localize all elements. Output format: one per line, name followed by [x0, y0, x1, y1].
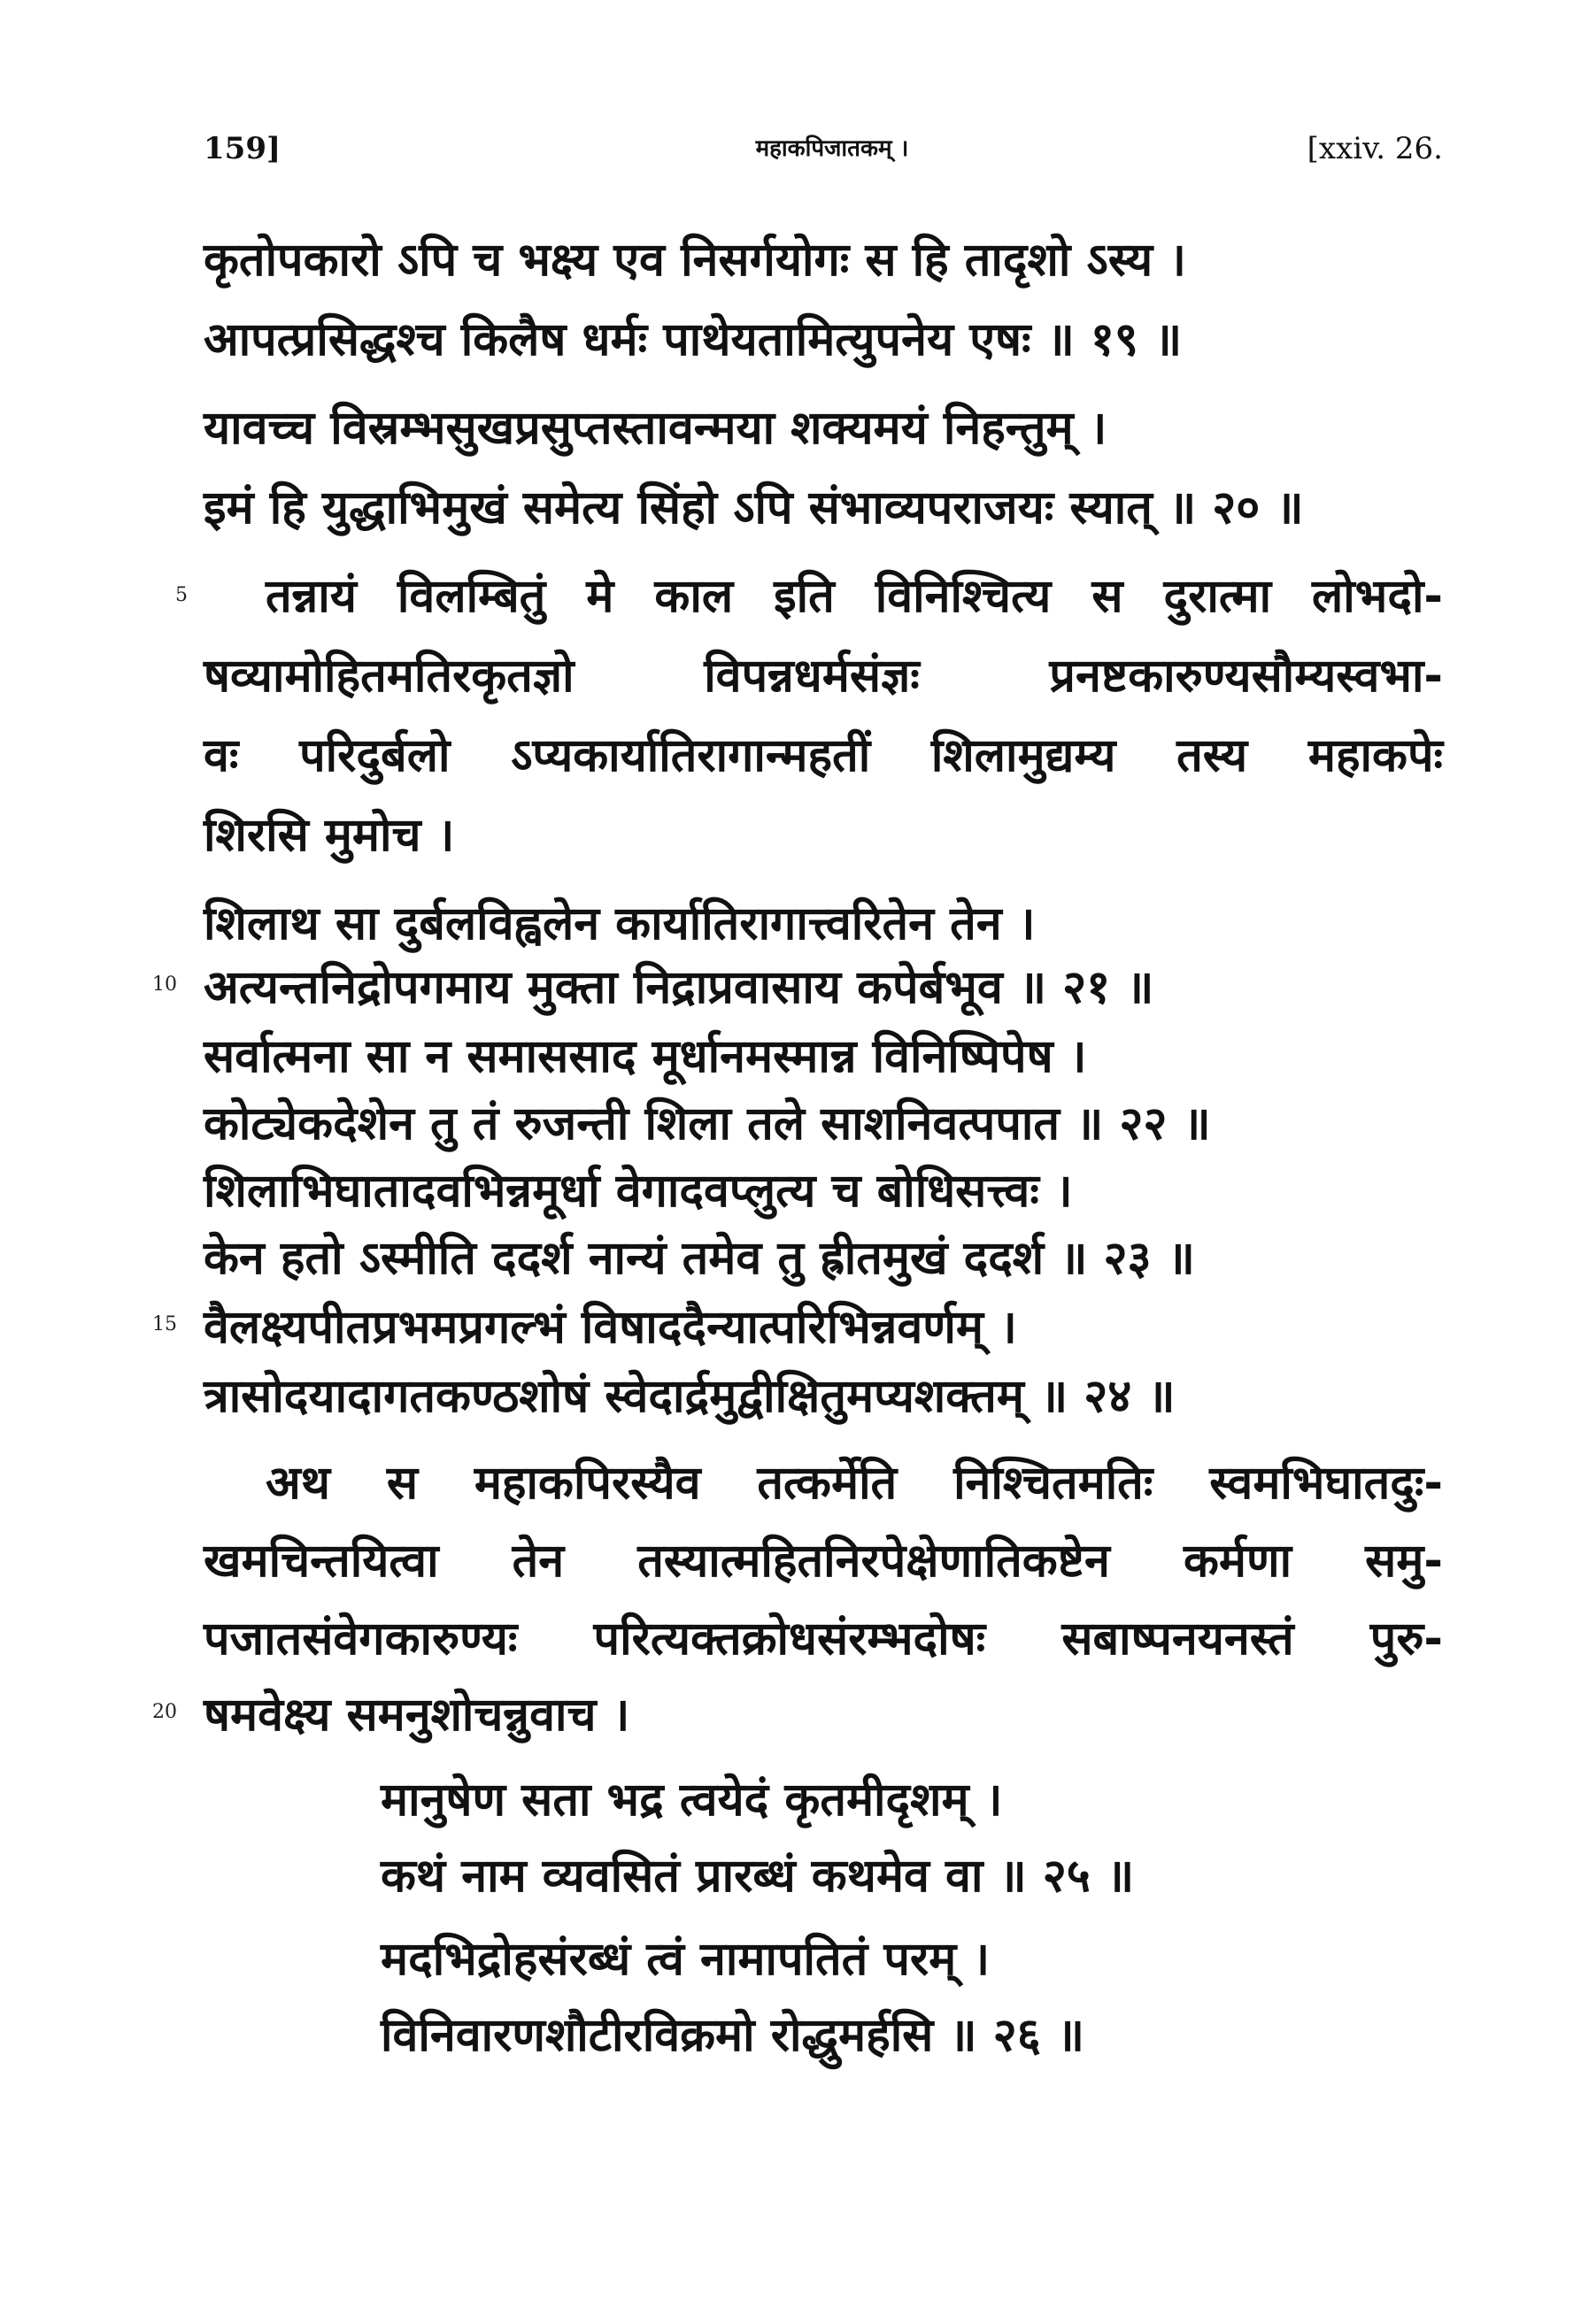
line-number: 10 — [152, 973, 177, 996]
verse-line: वैलक्ष्यपीतप्रभमप्रगल्भं विषाददैन्यात्परिभिन्नवर्णम् । — [204, 1301, 1017, 1354]
verse-line: विनिवारणशौटीरविक्रमो रोद्धुमर्हसि ॥ २६ ॥ — [381, 2009, 1085, 2062]
verse-line: कथं नाम व्यवसितं प्रारब्धं कथमेव वा ॥ २५ ॥ — [381, 1850, 1135, 1903]
line-number: 15 — [152, 1313, 177, 1335]
verse-line: केन हतो ऽस्मीति ददर्श नान्यं तमेव तु ह्रीतमुखं ददर्श ॥ २३ ॥ — [204, 1232, 1195, 1285]
verse-line: मदभिद्रोहसंरब्धं त्वं नामापतितं परम् । — [381, 1933, 991, 1986]
prose-line: षमवेक्ष्य समनुशोचन्नुवाच । — [204, 1689, 630, 1742]
verse-line: मानुषेण सता भद्र त्वयेदं कृतमीदृशम् । — [381, 1774, 1003, 1827]
page-header — [204, 131, 1443, 175]
verse-line: त्रासोदयादागतकण्ठशोषं स्वेदार्द्रमुद्वीक्षितुमप्यशक्तम् ॥ २४ ॥ — [204, 1370, 1176, 1423]
verse-line: आपत्प्रसिद्धश्च किलैष धर्मः पाथेयतामित्युपनेय एषः ॥ १९ ॥ — [204, 313, 1183, 366]
verse-line: इमं हि युद्धाभिमुखं समेत्य सिंहो ऽपि संभाव्यपराजयः स्यात् ॥ २० ॥ — [204, 481, 1304, 535]
verse-line: अत्यन्तनिद्रोपगमाय मुक्ता निद्राप्रवासाय कपेर्बभूव ॥ २१ ॥ — [204, 961, 1154, 1014]
verse-line: सर्वात्मना सा न समाससाद मूर्धानमस्मान्न विनिष्पिपेष । — [204, 1030, 1087, 1083]
line-number: 5 — [175, 584, 188, 606]
line-number: 20 — [152, 1701, 177, 1723]
prose-line: तन्नायं विलम्बितुं मे काल इति विनिश्चित्य स दुरात्मा लोभदो- — [266, 570, 1443, 623]
prose-line: शिरसि मुमोच । — [204, 809, 455, 862]
verse-line: कोट्येकदेशेन तु तं रुजन्ती शिला तले साशनिवत्पपात ॥ २२ ॥ — [204, 1097, 1211, 1150]
section-reference: [xxiv. 26. — [1307, 131, 1443, 166]
prose-line: खमचिन्तयित्वा तेन तस्यात्महितनिरपेक्षेणातिकष्टेन कर्मणा समु- — [204, 1535, 1443, 1588]
verse-line: शिलाभिघातादवभिन्नमूर्धा वेगादवप्लुत्य च बोधिसत्त्वः । — [204, 1165, 1073, 1218]
prose-line: वः परिदुर्बलो ऽप्यकार्यातिरागान्महतीं शिलामुद्यम्य तस्य महाकपेः — [204, 729, 1443, 782]
prose-line: षव्यामोहितमतिरकृतज्ञो विपन्नधर्मसंज्ञः प्रनष्टकारुण्यसौम्यस्वभा- — [204, 650, 1443, 703]
prose-line: पजातसंवेगकारुण्यः परित्यक्तक्रोधसंरम्भदोषः सबाष्पनयनस्तं पुरु- — [204, 1612, 1443, 1666]
verse-line: कृतोपकारो ऽपि च भक्ष्य एव निसर्गयोगः स हि तादृशो ऽस्य । — [204, 234, 1186, 287]
verse-line: शिलाथ सा दुर्बलविह्वलेन कार्यातिरागात्त्वरितेन तेन । — [204, 897, 1036, 950]
page-number: 159] — [204, 131, 281, 166]
verse-line: यावच्च विस्रम्भसुखप्रसुप्तस्तावन्मया शक्यमयं निहन्तुम् । — [204, 402, 1107, 455]
prose-line: अथ स महाकपिरस्यैव तत्कर्मेति निश्चितमतिः स्वमभिघातदुः- — [266, 1457, 1443, 1510]
running-title: महाकपिजातकम् । — [755, 135, 909, 162]
